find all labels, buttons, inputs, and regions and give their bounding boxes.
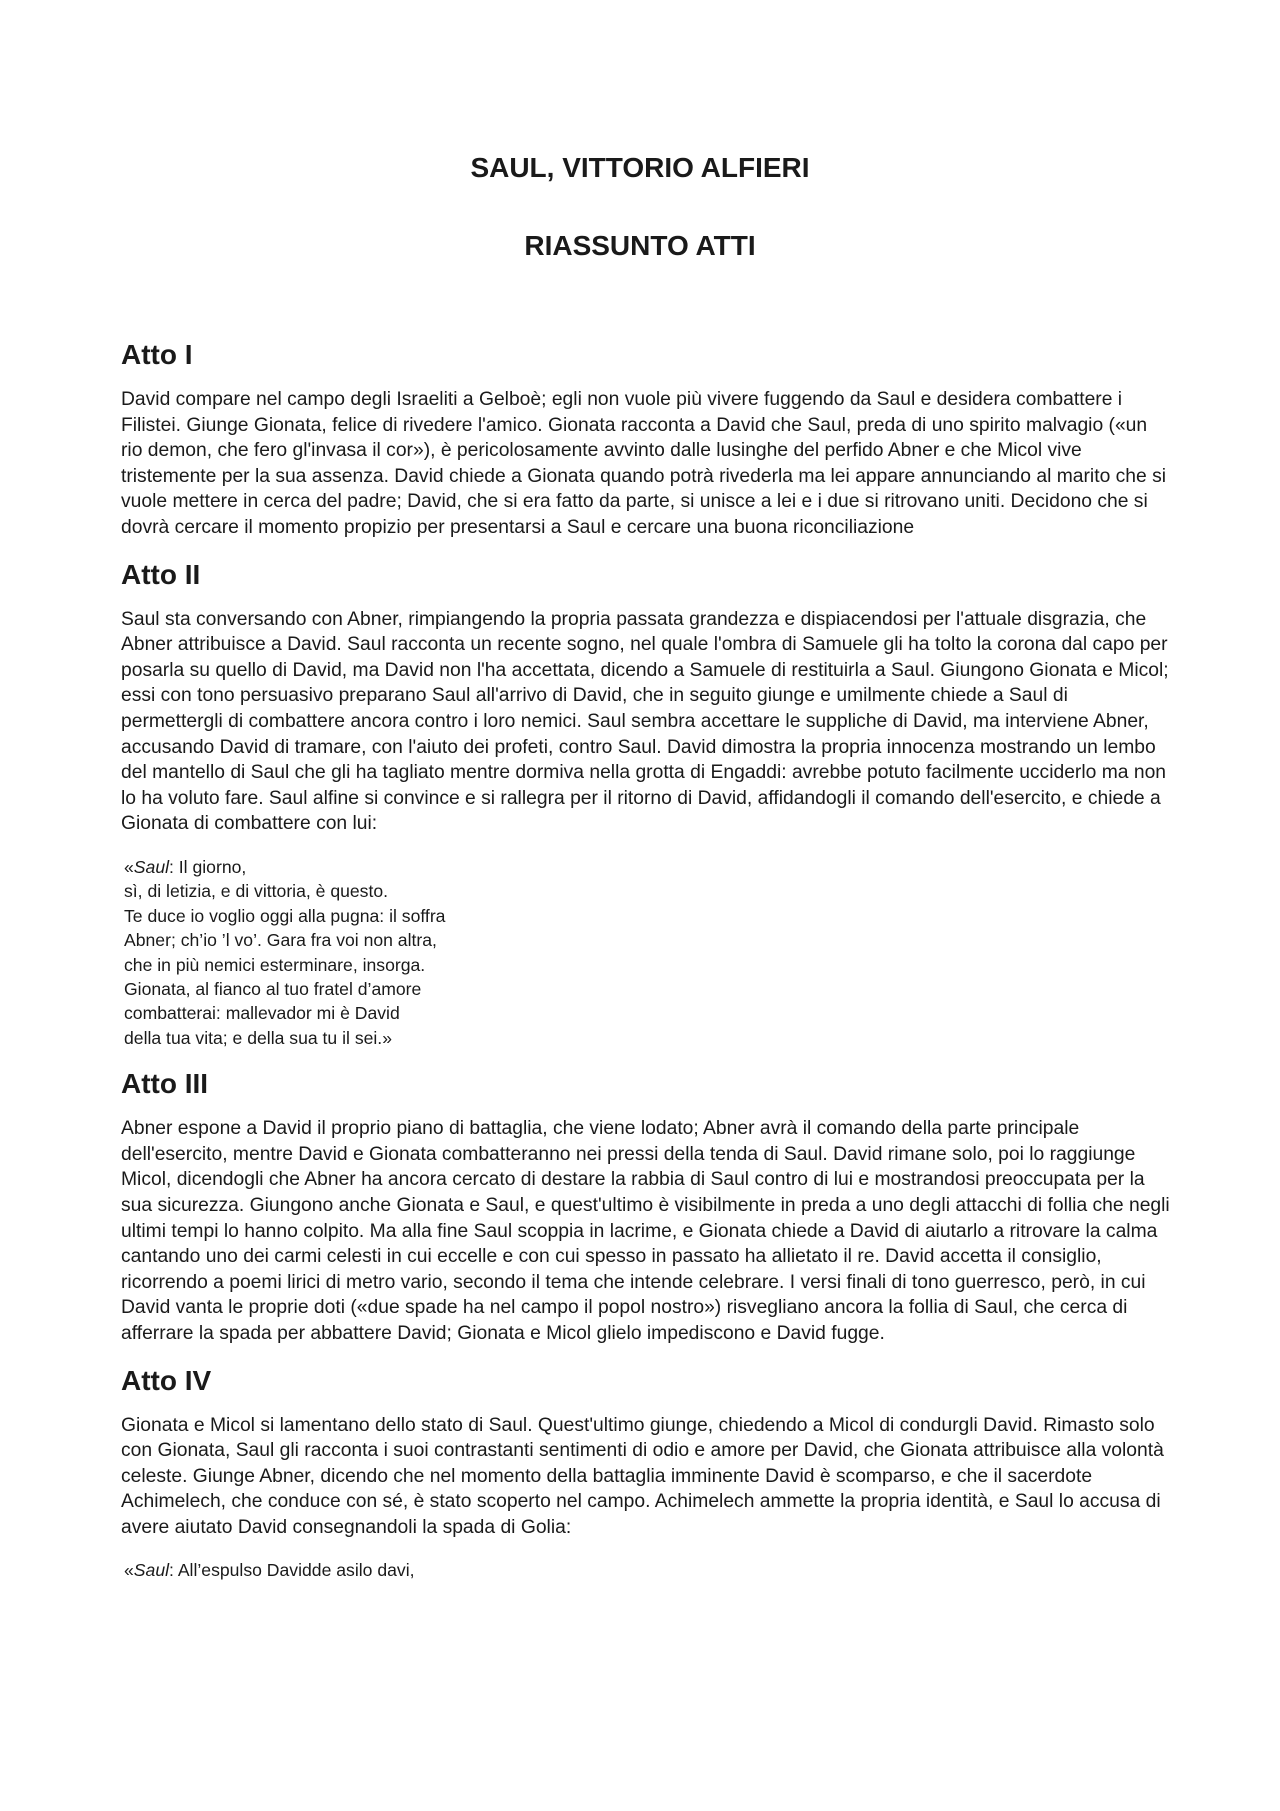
document-subtitle: RIASSUNTO ATTI	[524, 230, 756, 261]
document-body	[121, 338, 1171, 1583]
act-1-summary: David compare nel campo degli Israeliti a Gelboè; egli non vuole più vivere fuggendo da Saul e desidera combattere i Filistei. Giunge Gionata, felice di rivedere l'amico. Gionata racconta a David che Saul, preda di uno spirito malvagio («un rio demon, che fero gl'invasa il cor»), è pericolosamente avvinto dalle lusinghe del perfido Abner e che Micol vive tristemente per la sua assenza. David chiede a Gionata quando potrà rivederla ma lei appare annunciando al marito che si vuole mettere in cerca del padre; David, che si era fatto da parte, si unisce a lei e i due si ritrovano uniti. Decidono che si dovrà cercare il momento propizio per presentarsi a Saul e cercare una buona riconciliazione	[121, 389, 1167, 538]
act-2-section	[121, 558, 1171, 1051]
act-4-quote	[121, 1558, 1171, 1582]
quote-line: Gionata, al fianco al tuo fratel d’amore	[124, 978, 422, 999]
quote-line: «Saul: Il giorno,	[124, 856, 247, 877]
act-1-section	[121, 338, 1171, 541]
quote-line: «Saul: All’espulso Davidde asilo davi,	[124, 1560, 415, 1581]
act-3-summary: Abner espone a David il proprio piano di battaglia, che viene lodato; Abner avrà il comando della parte principale dell'esercito, mentre David e Gionata combatteranno nei pressi della tenda di Saul. David rimane solo, poi lo raggiunge Micol, dicendogli che Abner ha ancora cercato di destare la rabbia di Saul contro di lui e mostrandosi preoccupata per la sua sicurezza. Giungono anche Gionata e Saul, e quest'ultimo è visibilmente in preda a uno degli attacchi di follia che negli ultimi tempi lo hanno colpito. Ma alla fine Saul scoppia in lacrime, e Gionata chiede a David di aiutarlo a ritrovare la calma cantando uno dei carmi celesti in cui eccelle e con cui spesso in passato ha allietato il re. David accetta il consiglio, ricorrendo a poemi lirici di metro vario, secondo il tema che intende celebrare. I versi finali di tono guerresco, però, in cui David vanta le proprie doti («due spade ha nel campo il popol nostro») risvegliano ancora la follia di Saul, che cerca di afferrare la spada per abbattere David; Gionata e Micol glielo impediscono e David fugge.	[121, 1118, 1170, 1344]
act-4-heading: Atto IV	[121, 1364, 212, 1396]
act-1-heading: Atto I	[121, 339, 193, 370]
quote-line: combatterai: mallevador mi è David	[124, 1003, 400, 1024]
quote-line: della tua vita; e della sua tu il sei.»	[124, 1027, 392, 1048]
act-2-summary: Saul sta conversando con Abner, rimpiangendo la propria passata grandezza e dispiacendosi per l'attuale disgrazia, che Abner attribuisce a David. Saul racconta un recente sogno, nel quale l'ombra di Samuele gli ha tolto la corona dal capo per posarla su quello di David, ma David non l'ha accettata, dicendo a Samuele di restituirla a Saul. Giungono Gionata e Micol; essi con tono persuasivo preparano Saul all'arrivo di David, che in seguito giunge e umilmente chiede a Saul di permettergli di combattere ancora contro i loro nemici. Saul sembra accettare le suppliche di David, ma interviene Abner, accusando David di tramare, con l'aiuto dei profeti, contro Saul. David dimostra la propria innocenza mostrando un lembo del mantello di Saul che gli ha tagliato mentre dormiva nella grotta di Engaddi: avrebbe potuto facilmente ucciderlo ma non lo ha voluto fare. Saul alfine si convince e si rallegra per il ritorno di David, affidandogli il comando dell'esercito, e chiede a Gionata di combattere con lui:	[121, 608, 1169, 835]
quote-speaker: Saul	[133, 1560, 170, 1581]
quote-line: Abner; ch’io ’l vo’. Gara fra voi non altra,	[124, 930, 437, 951]
document-title: SAUL, VITTORIO ALFIERI	[470, 152, 810, 183]
act-4-section	[121, 1364, 1171, 1583]
quote-line: che in più nemici esterminare, insorga.	[124, 954, 426, 975]
quote-line: sì, di letizia, e di vittoria, è questo.	[124, 881, 389, 902]
quote-line: Te duce io voglio oggi alla pugna: il soffra	[124, 905, 446, 926]
act-3-section	[121, 1067, 1171, 1346]
act-4-summary: Gionata e Micol si lamentano dello stato di Saul. Quest'ultimo giunge, chiedendo a Micol di condurgli David. Rimasto solo con Gionata, Saul gli racconta i suoi contrastanti sentimenti di odio e amore per David, che Gionata attribuisce alla volontà celeste. Giunge Abner, dicendo che nel momento della battaglia imminente David è scomparso, e che il sacerdote Achimelech, che conduce con sé, è stato scoperto nel campo. Achimelech ammette la propria identità, e Saul lo accusa di avere aiutato David consegnandoli la spada di Golia:	[121, 1414, 1164, 1538]
act-2-heading: Atto II	[121, 558, 201, 590]
quote-speaker: Saul	[133, 856, 170, 877]
act-3-heading: Atto III	[121, 1068, 209, 1100]
act-2-quote	[121, 855, 1171, 1050]
